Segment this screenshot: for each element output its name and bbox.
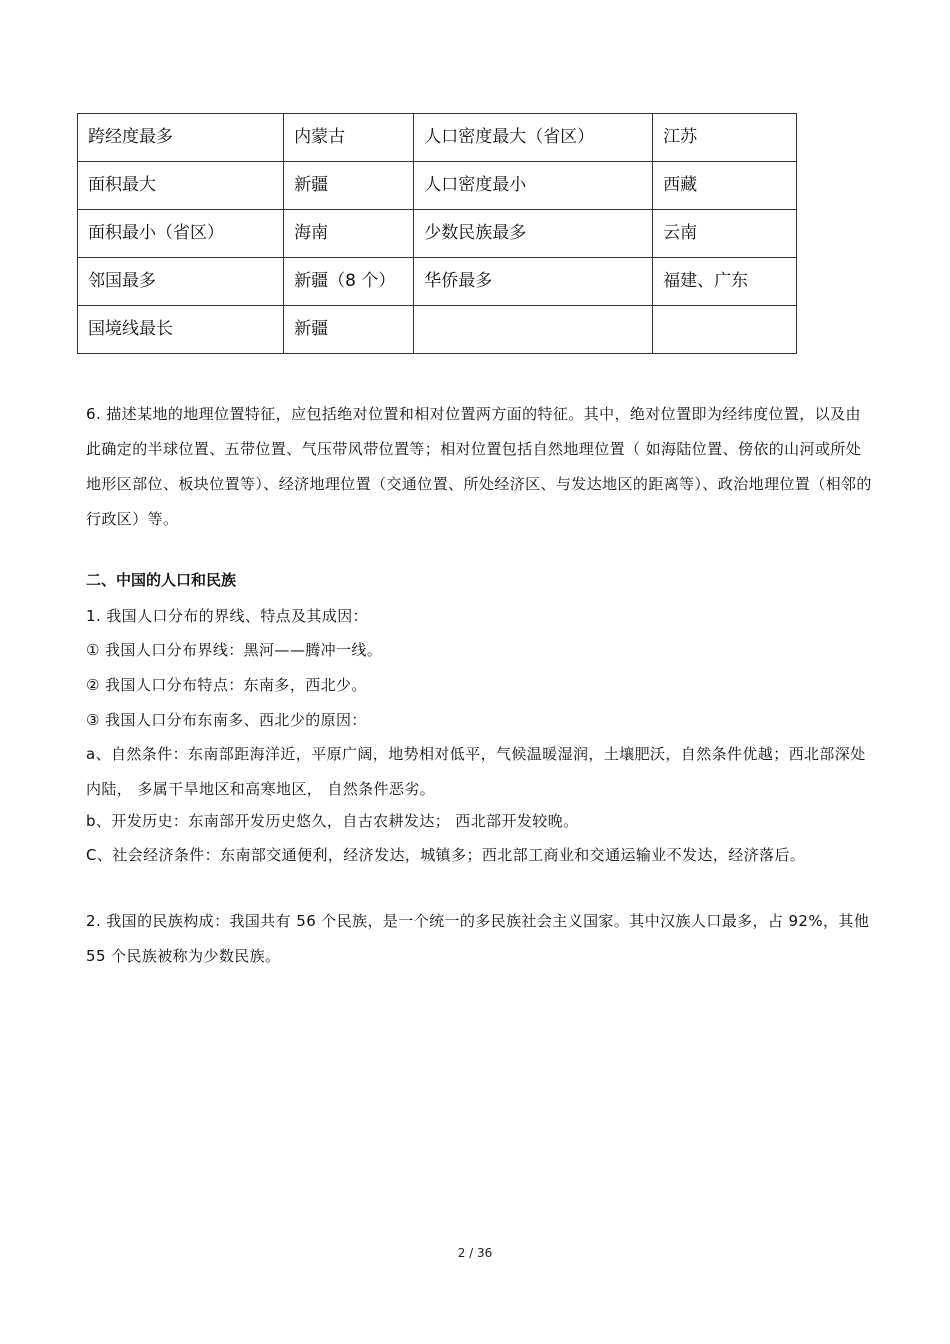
china-facts-table [77,113,797,354]
table-cell: 新疆 [284,306,414,354]
table-cell [414,306,653,354]
table-row [78,162,797,210]
table-cell: 江苏 [653,114,797,162]
table-row [78,258,797,306]
table-cell: 云南 [653,210,797,258]
list-item: ② 我国人口分布特点：东南多，西北少。 [86,676,367,694]
table-cell: 面积最大 [78,162,284,210]
paragraph-ethnic-composition: 2. 我国的民族构成：我国共有 56 个民族，是一个统一的多民族社会主义国家。其中汉族人口最多，占 92%，其他 55 个民族被称为少数民族。 [86,912,870,965]
reason-development-history: b、开发历史：东南部开发历史悠久，自古农耕发达； 西北部开发较晚。 [86,812,579,830]
table-cell: 新疆 [284,162,414,210]
table-row [78,306,797,354]
table-cell: 西藏 [653,162,797,210]
list-item-title: 1. 我国人口分布的界线、特点及其成因： [86,607,369,625]
table-cell: 面积最小（省区） [78,210,284,258]
reason-natural-conditions: a、自然条件：东南部距海洋近，平原广阔，地势相对低平，气候温暖湿润，土壤肥沃，自然条件优越；西北部深处内陆， 多属干旱地区和高寒地区， 自然条件恶劣。 [86,745,866,798]
list-item: ③ 我国人口分布东南多、西北少的原因： [86,711,367,729]
table-row [78,210,797,258]
page-number: 2 / 36 [457,1246,493,1260]
table-cell: 国境线最长 [78,306,284,354]
table-cell: 人口密度最大（省区） [414,114,653,162]
table-cell: 华侨最多 [414,258,653,306]
table-cell: 邻国最多 [78,258,284,306]
table-cell: 人口密度最小 [414,162,653,210]
table-row [78,114,797,162]
table-cell [653,306,797,354]
table-cell: 新疆（8 个） [284,258,414,306]
reason-socioeconomic: C、社会经济条件：东南部交通便利，经济发达，城镇多；西北部工商业和交通运输业不发达，经济落后。 [86,846,806,864]
table-cell: 内蒙古 [284,114,414,162]
table-cell: 福建、广东 [653,258,797,306]
table-cell: 跨经度最多 [78,114,284,162]
section-heading: 二、中国的人口和民族 [86,571,237,589]
paragraph-location-features: 6. 描述某地的地理位置特征，应包括绝对位置和相对位置两方面的特征。其中，绝对位置即为经纬度位置，以及由此确定的半球位置、五带位置、气压带风带位置等；相对位置包括自然地理位置（ 如海陆位置、傍依的山河或所处地形区部位、板块位置等）、经济地理位置（交通位置、所处经济区、与发达地区的距离等）、政治地理位置（相邻的行政区）等。 [86,405,872,528]
table-cell: 海南 [284,210,414,258]
list-item: ① 我国人口分布界线：黑河——腾冲一线。 [86,641,383,659]
table-cell: 少数民族最多 [414,210,653,258]
